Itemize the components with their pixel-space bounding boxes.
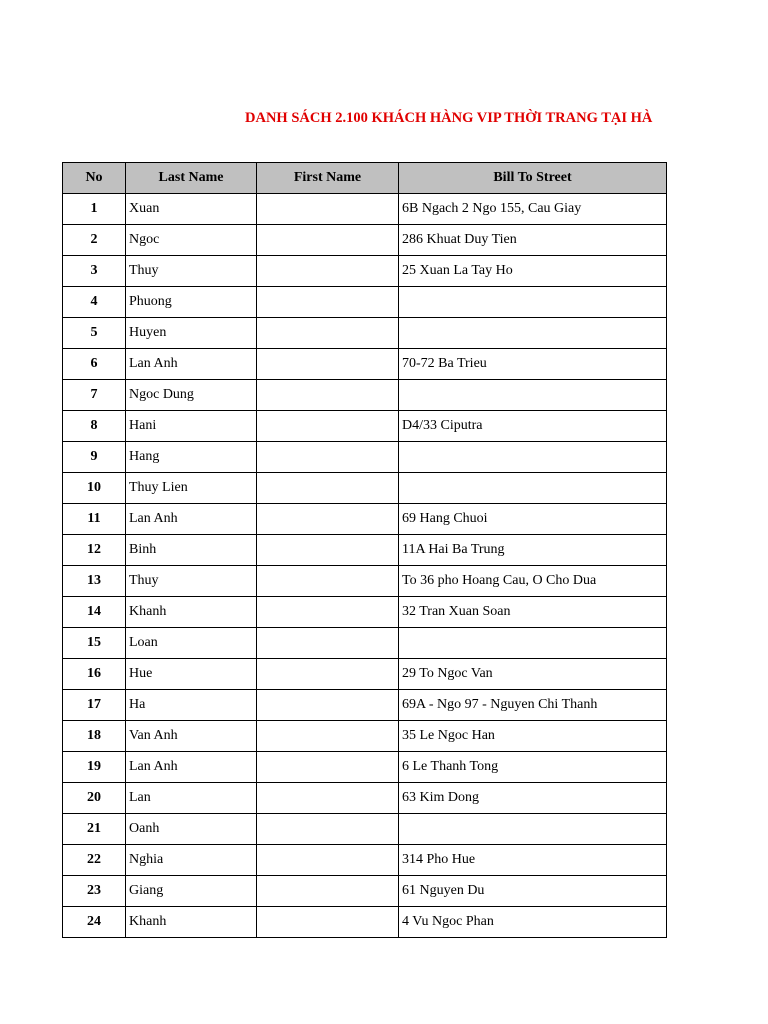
cell-bill-to-street: To 36 pho Hoang Cau, O Cho Dua (399, 566, 667, 597)
table-row (63, 783, 667, 814)
cell-first-name (257, 473, 399, 504)
table-row (63, 535, 667, 566)
cell-no: 7 (63, 380, 126, 411)
cell-bill-to-street (399, 287, 667, 318)
cell-no: 19 (63, 752, 126, 783)
cell-last-name: Phuong (126, 287, 257, 318)
cell-no: 3 (63, 256, 126, 287)
cell-last-name: Ngoc Dung (126, 380, 257, 411)
cell-first-name (257, 628, 399, 659)
cell-first-name (257, 845, 399, 876)
cell-first-name (257, 442, 399, 473)
cell-first-name (257, 194, 399, 225)
cell-bill-to-street (399, 380, 667, 411)
customer-table (62, 162, 667, 938)
cell-first-name (257, 411, 399, 442)
cell-bill-to-street: 6B Ngach 2 Ngo 155, Cau Giay (399, 194, 667, 225)
cell-last-name: Lan (126, 783, 257, 814)
table-row (63, 411, 667, 442)
cell-first-name (257, 783, 399, 814)
cell-no: 14 (63, 597, 126, 628)
cell-last-name: Lan Anh (126, 752, 257, 783)
cell-first-name (257, 504, 399, 535)
cell-bill-to-street: 35 Le Ngoc Han (399, 721, 667, 752)
header-no: No (63, 163, 126, 194)
table-row (63, 845, 667, 876)
table-row (63, 907, 667, 938)
table-row (63, 349, 667, 380)
cell-first-name (257, 690, 399, 721)
title-area (0, 108, 768, 134)
header-last-name: Last Name (126, 163, 257, 194)
cell-no: 21 (63, 814, 126, 845)
document-title: DANH SÁCH 2.100 KHÁCH HÀNG VIP THỜI TRANG TẠI HÀ (245, 110, 653, 126)
table-body (63, 194, 667, 938)
table-row (63, 287, 667, 318)
table-row (63, 380, 667, 411)
cell-last-name: Hue (126, 659, 257, 690)
cell-first-name (257, 225, 399, 256)
cell-first-name (257, 256, 399, 287)
cell-no: 18 (63, 721, 126, 752)
table-row (63, 318, 667, 349)
cell-bill-to-street (399, 473, 667, 504)
cell-bill-to-street: 314 Pho Hue (399, 845, 667, 876)
cell-first-name (257, 659, 399, 690)
cell-bill-to-street: 63 Kim Dong (399, 783, 667, 814)
cell-bill-to-street: 6 Le Thanh Tong (399, 752, 667, 783)
table-row (63, 442, 667, 473)
cell-bill-to-street (399, 318, 667, 349)
cell-no: 6 (63, 349, 126, 380)
cell-bill-to-street: 69 Hang Chuoi (399, 504, 667, 535)
table-row (63, 721, 667, 752)
cell-first-name (257, 318, 399, 349)
cell-last-name: Binh (126, 535, 257, 566)
header-row (63, 163, 667, 194)
cell-last-name: Lan Anh (126, 504, 257, 535)
cell-bill-to-street: 286 Khuat Duy Tien (399, 225, 667, 256)
cell-first-name (257, 380, 399, 411)
cell-bill-to-street: 11A Hai Ba Trung (399, 535, 667, 566)
cell-bill-to-street: 70-72 Ba Trieu (399, 349, 667, 380)
cell-last-name: Giang (126, 876, 257, 907)
cell-bill-to-street: 4 Vu Ngoc Phan (399, 907, 667, 938)
cell-no: 5 (63, 318, 126, 349)
cell-bill-to-street: 69A - Ngo 97 - Nguyen Chi Thanh (399, 690, 667, 721)
cell-bill-to-street: 61 Nguyen Du (399, 876, 667, 907)
table-row (63, 256, 667, 287)
cell-last-name: Hani (126, 411, 257, 442)
cell-no: 11 (63, 504, 126, 535)
cell-no: 16 (63, 659, 126, 690)
cell-last-name: Lan Anh (126, 349, 257, 380)
table-row (63, 628, 667, 659)
cell-first-name (257, 566, 399, 597)
table-row (63, 752, 667, 783)
cell-last-name: Ha (126, 690, 257, 721)
cell-first-name (257, 349, 399, 380)
cell-first-name (257, 535, 399, 566)
cell-last-name: Xuan (126, 194, 257, 225)
cell-last-name: Thuy Lien (126, 473, 257, 504)
table-row (63, 566, 667, 597)
cell-last-name: Ngoc (126, 225, 257, 256)
cell-last-name: Huyen (126, 318, 257, 349)
cell-first-name (257, 907, 399, 938)
cell-bill-to-street: D4/33 Ciputra (399, 411, 667, 442)
cell-last-name: Thuy (126, 566, 257, 597)
cell-no: 8 (63, 411, 126, 442)
cell-no: 12 (63, 535, 126, 566)
cell-no: 24 (63, 907, 126, 938)
cell-no: 15 (63, 628, 126, 659)
cell-bill-to-street (399, 628, 667, 659)
cell-no: 20 (63, 783, 126, 814)
table-row (63, 225, 667, 256)
table-row (63, 876, 667, 907)
table-row (63, 194, 667, 225)
cell-first-name (257, 287, 399, 318)
cell-bill-to-street (399, 442, 667, 473)
cell-first-name (257, 721, 399, 752)
cell-first-name (257, 752, 399, 783)
cell-first-name (257, 814, 399, 845)
cell-last-name: Loan (126, 628, 257, 659)
cell-no: 17 (63, 690, 126, 721)
table-row (63, 597, 667, 628)
cell-bill-to-street: 25 Xuan La Tay Ho (399, 256, 667, 287)
cell-bill-to-street: 32 Tran Xuan Soan (399, 597, 667, 628)
cell-last-name: Thuy (126, 256, 257, 287)
cell-last-name: Nghia (126, 845, 257, 876)
cell-last-name: Hang (126, 442, 257, 473)
table-row (63, 814, 667, 845)
cell-no: 10 (63, 473, 126, 504)
cell-no: 23 (63, 876, 126, 907)
table-row (63, 473, 667, 504)
cell-last-name: Oanh (126, 814, 257, 845)
cell-last-name: Khanh (126, 597, 257, 628)
cell-no: 9 (63, 442, 126, 473)
cell-first-name (257, 876, 399, 907)
table-row (63, 690, 667, 721)
header-bill-to-street: Bill To Street (399, 163, 667, 194)
cell-no: 13 (63, 566, 126, 597)
cell-last-name: Khanh (126, 907, 257, 938)
table-row (63, 659, 667, 690)
cell-no: 22 (63, 845, 126, 876)
cell-bill-to-street (399, 814, 667, 845)
cell-no: 4 (63, 287, 126, 318)
cell-bill-to-street: 29 To Ngoc Van (399, 659, 667, 690)
cell-last-name: Van Anh (126, 721, 257, 752)
cell-no: 2 (63, 225, 126, 256)
header-first-name: First Name (257, 163, 399, 194)
cell-no: 1 (63, 194, 126, 225)
cell-first-name (257, 597, 399, 628)
table-row (63, 504, 667, 535)
